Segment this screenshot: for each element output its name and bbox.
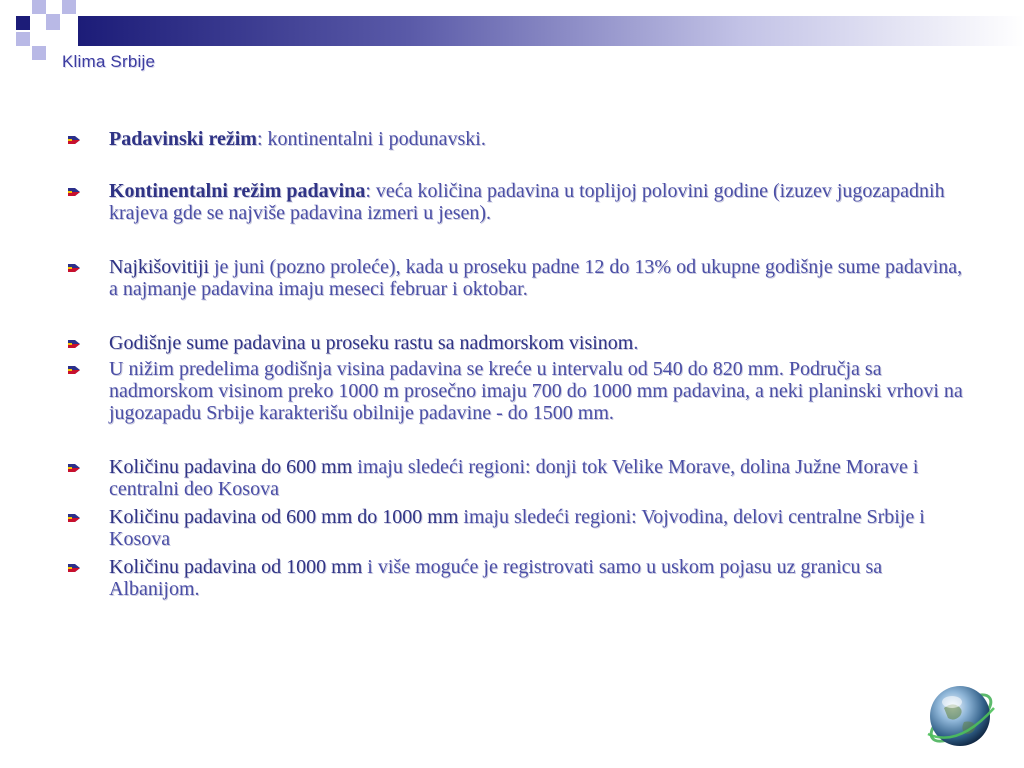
header-decor-square: [62, 0, 76, 14]
bullet-lead: Količinu padavina do 600 mm: [109, 456, 353, 478]
list-item: [68, 556, 968, 600]
bullet-text: .: [633, 332, 639, 354]
header-gradient-bar: [78, 16, 1024, 46]
arrow-bullet-icon: [68, 563, 80, 573]
bullet-text: i više moguće je registrovati samo u uskom pojasu uz granicu sa Albanijom.: [109, 556, 883, 600]
bullet-lead: Količinu padavina od 600 mm do 1000 mm: [109, 506, 459, 528]
list-item: [68, 506, 968, 550]
list-item: [68, 128, 968, 150]
bullet-list: [68, 128, 968, 600]
bullet-lead: Kontinentalni režim padavina: [109, 180, 366, 202]
arrow-bullet-icon: [68, 513, 80, 523]
arrow-bullet-icon: [68, 463, 80, 473]
bullet-text: imaju sledeći regioni: Vojvodina, delovi centralne Srbije i Kosova: [109, 506, 925, 550]
slide-title: Klima Srbije: [62, 52, 156, 71]
header-decor-square: [46, 14, 60, 30]
bullet-lead: Količinu padavina od 1000 mm: [109, 556, 363, 578]
list-item: [68, 180, 968, 224]
bullet-text: U nižim predelima godišnja visina padavina se kreće u intervalu od 540 do 820 mm. Područja sa nadmorskom visinom preko 1000 m prosečno imaju 700 do 1000 mm padavina, a neki planinski vrhovi na jugozapadu Srbije karakterišu obilnije padavine - do 1500 mm.: [109, 358, 963, 424]
header-decor-square: [32, 0, 46, 14]
bullet-text: imaju sledeći regioni: donji tok Velike Morave, dolina Južne Morave i centralni deo Kosova: [109, 456, 919, 500]
header-decor-square: [32, 46, 46, 60]
list-item: [68, 256, 968, 300]
list-item: [68, 358, 968, 424]
bullet-text: : veća količina padavina u toplijoj polovini godine (izuzev jugozapadnih krajeva gde se najviše padavina izmeri u jesen).: [109, 180, 945, 224]
globe-icon: [922, 676, 1000, 756]
header-decor-square: [16, 16, 30, 30]
header-decor-square: [16, 32, 30, 46]
arrow-bullet-icon: [68, 135, 80, 145]
arrow-bullet-icon: [68, 187, 80, 197]
list-item: [68, 456, 968, 500]
bullet-text: je juni (pozno proleće), kada u proseku padne 12 do 13% od ukupne godišnje sume padavina, a najmanje padavina imaju meseci februar i oktobar.: [109, 256, 963, 300]
bullet-lead: Godišnje sume padavina u proseku rastu sa nadmorskom visinom: [109, 332, 634, 354]
bullet-lead: Padavinski režim: [109, 128, 257, 150]
arrow-bullet-icon: [68, 365, 80, 375]
bullet-lead: Najkišovitiji: [109, 256, 209, 278]
arrow-bullet-icon: [68, 263, 80, 273]
arrow-bullet-icon: [68, 339, 80, 349]
list-item: [68, 332, 968, 354]
bullet-text: : kontinentalni i podunavski.: [256, 128, 486, 150]
